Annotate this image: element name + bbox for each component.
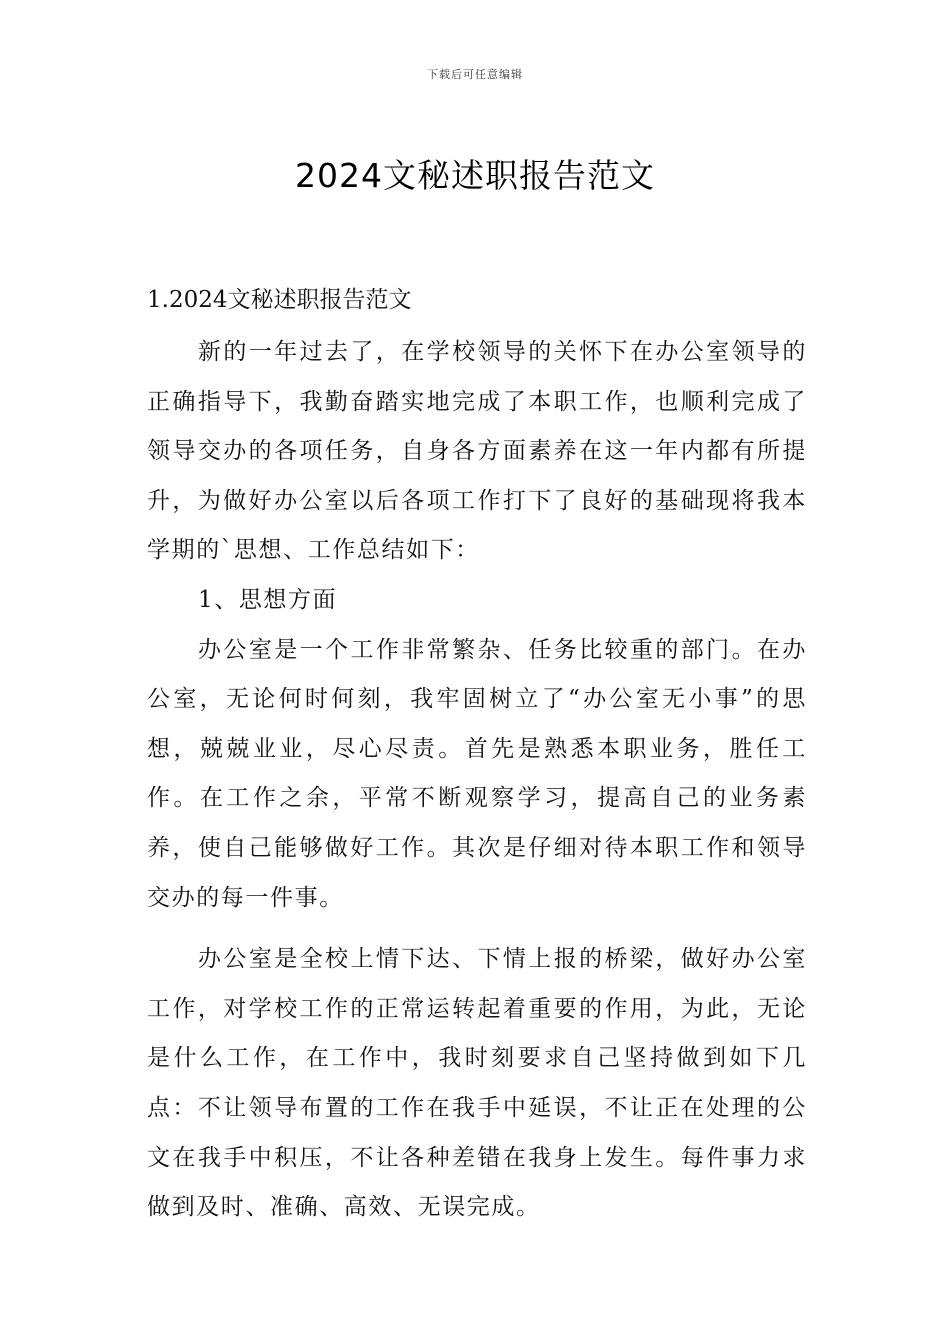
subheading-thought: 1、思想方面: [198, 586, 338, 613]
document-title: 2024文秘述职报告范文: [295, 156, 655, 196]
paragraph-office-1: 办公室是一个工作非常繁杂、任务比较重的部门。在办公室，无论何时何刻，我牢固树立了“办公室无小事”的思想，兢兢业业，尽心尽责。首先是熟悉本职业务，胜任工作。在工作之余，平常不断观察学习，提高自己的业务素养，使自己能够做好工作。其次是仔细对待本职工作和领导交办的每一件事。: [147, 636, 807, 911]
paragraph-office-2: 办公室是全校上情下达、下情上报的桥梁，做好办公室工作，对学校工作的正常运转起着重要的作用，为此，无论是什么工作，在工作中，我时刻要求自己坚持做到如下几点：不让领导布置的工作在我手中延误，不让正在处理的公文在我手中积压，不让各种差错在我身上发生。每件事力求做到及时、准确、高效、无误完成。: [147, 946, 807, 1221]
section-heading: 1.2024文秘述职报告范文: [147, 287, 412, 313]
paragraph-gap: [147, 923, 807, 935]
header-note: 下载后可任意编辑: [427, 68, 523, 81]
paragraph-intro: 新的一年过去了，在学校领导的关怀下在办公室领导的正确指导下，我勤奋踏实地完成了本职工作，也顺利完成了领导交办的各项任务，自身各方面素养在这一年内都有所提升，为做好办公室以后各项工作打下了良好的基础现将我本学期的`思想、工作总结如下：: [147, 339, 807, 564]
document-body: [147, 282, 807, 1233]
